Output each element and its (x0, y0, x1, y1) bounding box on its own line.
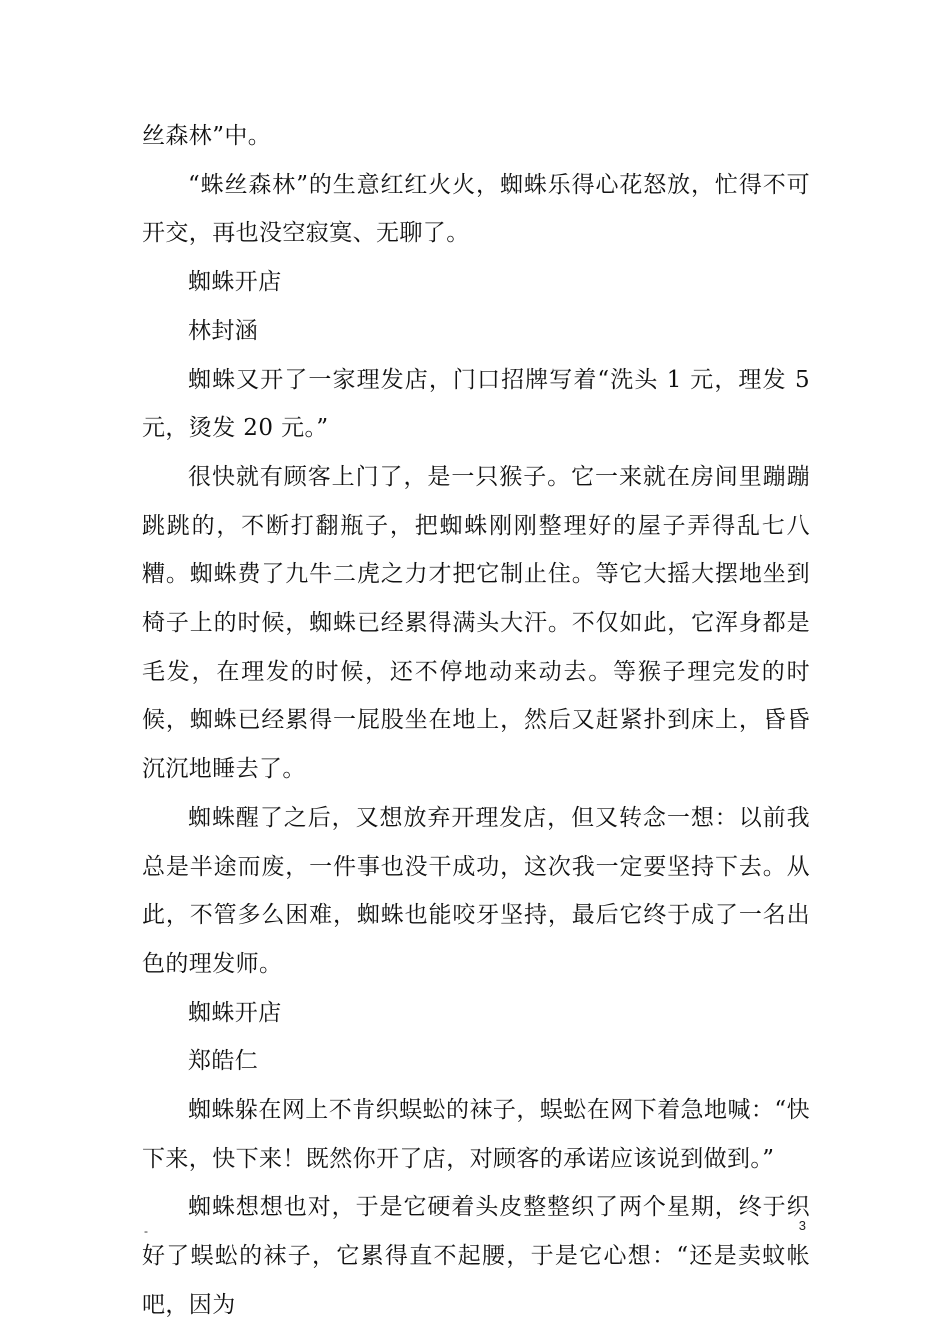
story-title-2: 蜘蛛开店 (188, 999, 282, 1026)
paragraph-3: 蜘蛛又开了一家理发店，门口招牌写着“洗头 1 元，理发 5 元，烫发 20 元。” (142, 366, 810, 442)
body-text (142, 112, 810, 1330)
paragraph-5: 蜘蛛醒了之后，又想放弃开理发店，但又转念一想：以前我总是半途而废，一件事也没干成功，这次我一定要坚持下去。从此，不管多么困难，蜘蛛也能咬牙坚持，最后它终于成了一名出色的理发师。 (142, 804, 810, 977)
paragraph-2: “蛛丝森林”的生意红红火火，蜘蛛乐得心花怒放，忙得不可开交，再也没空寂寞、无聊了。 (142, 171, 810, 247)
paragraph-7: 蜘蛛想想也对，于是它硬着头皮整整织了两个星期，终于织好了蜈蚣的袜子，它累得直不起腰，于是它心想：“还是卖蚊帐吧，因为 (142, 1194, 810, 1318)
story-author-1: 林封涵 (188, 317, 259, 344)
story-title-1: 蜘蛛开店 (188, 269, 282, 296)
paragraph-6: 蜘蛛躲在网上不肯织蜈蚣的袜子，蜈蚣在网下着急地喊：“快下来，快下来！既然你开了店，对顾客的承诺应该说到做到。” (142, 1097, 810, 1172)
page-number: 3 (798, 1218, 806, 1233)
footer-mark: - (144, 1224, 148, 1238)
paragraph-1: 丝森林”中。 (142, 123, 272, 149)
story-author-2: 郑皓仁 (188, 1048, 259, 1075)
paragraph-4: 很快就有顾客上门了，是一只猴子。它一来就在房间里蹦蹦跳跳的，不断打翻瓶子，把蜘蛛刚刚整理好的屋子弄得乱七八糟。蜘蛛费了九牛二虎之力才把它制止住。等它大摇大摆地坐到椅子上的时候，蜘蛛已经累得满头大汗。不仅如此，它浑身都是毛发，在理发的时候，还不停地动来动去。等猴子理完发的时候，蜘蛛已经累得一屁股坐在地上，然后又赶紧扑到床上，昏昏沉沉地睡去了。 (142, 463, 810, 783)
